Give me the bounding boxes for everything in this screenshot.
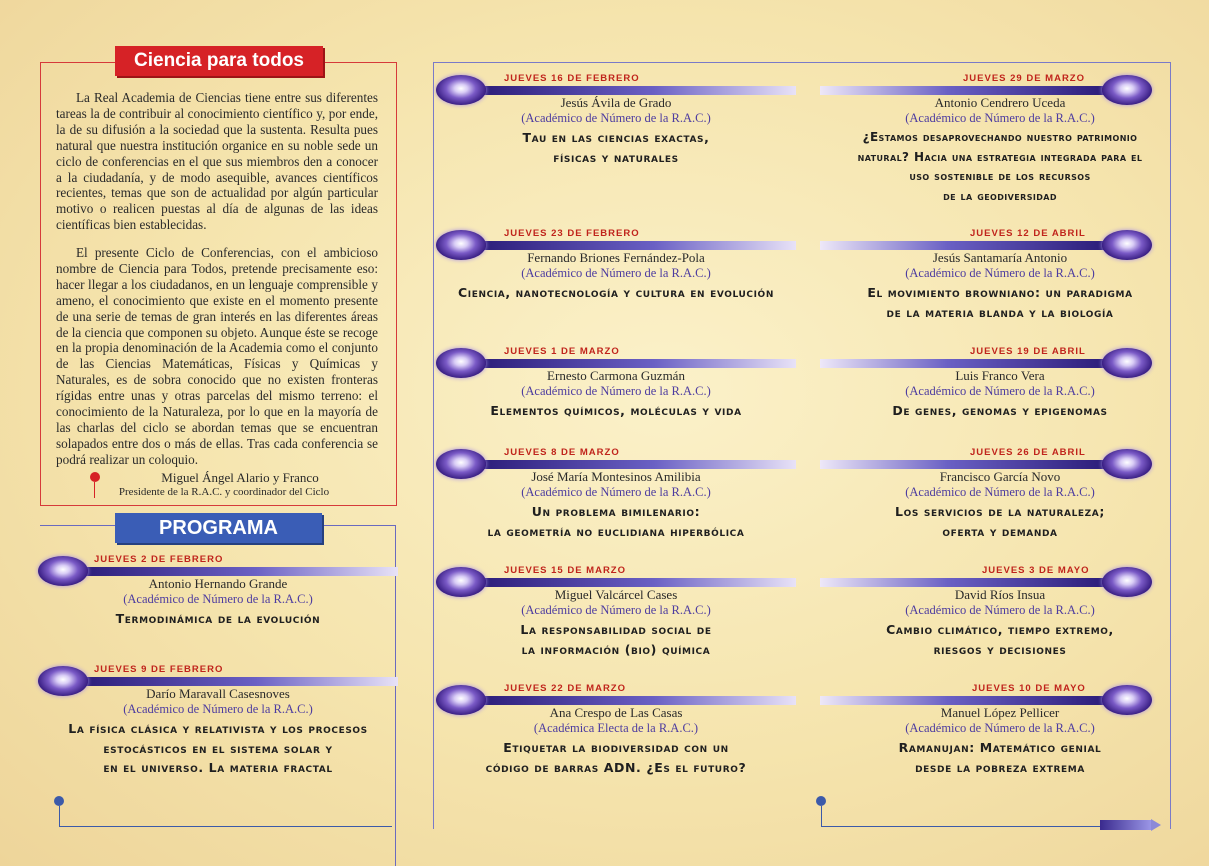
session-date: JUEVES 23 DE FEBRERO xyxy=(504,228,640,239)
session-speaker: José María Montesinos Amilibia xyxy=(531,469,701,484)
column-end-connector xyxy=(59,806,60,826)
session-title-line: De genes, genomas y epigenomas xyxy=(892,403,1108,418)
session-title-line: Los servicios de la naturaleza; xyxy=(895,504,1105,519)
session-title-line: natural? Hacia una estrategia integrada para el xyxy=(857,149,1143,164)
session-date: JUEVES 8 DE MARZO xyxy=(504,447,620,458)
session-bar xyxy=(82,567,398,576)
session-title xyxy=(820,738,1180,777)
signature-role: Presidente de la R.A.C. y coordinador del Ciclo xyxy=(118,486,330,498)
session-bar xyxy=(820,696,1104,705)
session-speaker: Ana Crespo de Las Casas xyxy=(549,705,683,720)
intro-paragraph-2: El presente Ciclo de Conferencias, con el ambicioso nombre de Ciencia para Todos, pretende precisamente eso: hacer llegar a los ciudadanos, en un lenguaje comprensible y ameno, el conocimiento que existe en el momento presente de una serie de temas de gran interés en las diferentes áreas de la ciencia que componen su objeto. Aunque éste se recoge en la propia denominación de la Academia como el conjunto de las Ciencias Matemáticas, Físicas y Químicas y Naturales, es de sobra conocido que no existen fronteras rígidas entre unas y otras parcelas del mismo terreno: el conocimiento de la Naturaleza, por lo que en la mayoría de las charlas del ciclo se abordan temas que se encuentran solapados entre dos o más de ellas. Tras cada conferencia se podrá realizar un coloquio. xyxy=(56,245,378,467)
session-title-line: Un problema bimilenario: xyxy=(531,504,701,519)
session-affiliation: (Académico de Número de la R.A.C.) xyxy=(521,485,711,499)
session-affiliation: (Académico de Número de la R.A.C.) xyxy=(521,603,711,617)
continue-arrow-bar xyxy=(1100,820,1152,830)
session-title-line: oferta y demanda xyxy=(942,523,1058,539)
session-affiliation: (Académico de Número de la R.A.C.) xyxy=(905,111,1095,125)
session-title-line: de la materia blanda y la biología xyxy=(886,304,1114,320)
intro-title: Ciencia para todos xyxy=(115,46,323,76)
session-date: JUEVES 22 DE MARZO xyxy=(504,683,626,694)
signature-connector xyxy=(94,482,95,498)
session-affiliation: (Académico de Número de la R.A.C.) xyxy=(905,603,1095,617)
session-bar xyxy=(820,86,1104,95)
session-title xyxy=(820,620,1180,659)
session-card xyxy=(820,73,1180,203)
session-title xyxy=(38,609,398,629)
column-end-bullet-icon xyxy=(54,796,64,806)
session-speaker: Miguel Valcárcel Cases xyxy=(554,587,678,602)
session-title-line: la información (bio) química xyxy=(521,641,711,657)
session-affiliation: (Académico de Número de la R.A.C.) xyxy=(905,721,1095,735)
session-title-line: La responsabilidad social de xyxy=(520,622,712,637)
session-title-line: desde la pobreza extrema xyxy=(915,759,1085,775)
session-title-line: La física clásica y relativista y los procesos xyxy=(68,721,368,736)
session-affiliation: (Académico de Número de la R.A.C.) xyxy=(521,266,711,280)
session-bar xyxy=(480,696,796,705)
session-title-line: Cambio climático, tiempo extremo, xyxy=(886,622,1114,637)
session-card xyxy=(820,447,1180,559)
session-date: JUEVES 9 DE FEBRERO xyxy=(94,664,224,675)
session-title-line: Ramanujan: Matemático genial xyxy=(898,740,1102,755)
session-card xyxy=(436,683,796,795)
session-title-line: riesgos y decisiones xyxy=(933,641,1067,657)
session-speaker: David Ríos Insua xyxy=(954,587,1046,602)
session-speaker: Antonio Cendrero Uceda xyxy=(934,95,1066,110)
session-title-line: Termodinámica de la evolución xyxy=(115,611,321,626)
session-speaker: Antonio Hernando Grande xyxy=(148,576,288,591)
session-affiliation: (Académico de Número de la R.A.C.) xyxy=(905,384,1095,398)
session-card xyxy=(820,346,1180,458)
session-speaker: Luis Franco Vera xyxy=(955,368,1045,383)
session-title xyxy=(436,128,796,167)
programa-title: PROGRAMA xyxy=(115,513,322,543)
session-card xyxy=(820,683,1180,795)
session-card xyxy=(820,228,1180,340)
session-affiliation: (Académico de Número de la R.A.C.) xyxy=(123,592,313,606)
session-date: JUEVES 3 DE MAYO xyxy=(982,565,1090,576)
session-bar xyxy=(480,460,796,469)
session-card xyxy=(436,565,796,677)
session-date: JUEVES 2 DE FEBRERO xyxy=(94,554,224,565)
session-bar xyxy=(480,86,796,95)
arrow-right-icon xyxy=(1151,819,1161,831)
session-date: JUEVES 19 DE ABRIL xyxy=(970,346,1086,357)
column-end-connector xyxy=(821,806,822,826)
session-title xyxy=(436,620,796,659)
session-date: JUEVES 16 DE FEBRERO xyxy=(504,73,640,84)
session-date: JUEVES 10 DE MAYO xyxy=(972,683,1086,694)
session-title xyxy=(820,502,1180,541)
signature-bullet-icon xyxy=(90,472,100,482)
session-title-line: Tau en las ciencias exactas, xyxy=(522,130,710,145)
session-bar xyxy=(820,241,1104,250)
session-speaker: Francisco García Novo xyxy=(939,469,1061,484)
session-title-line: Ciencia, nanotecnología y cultura en evolución xyxy=(458,285,774,300)
session-date: JUEVES 12 DE ABRIL xyxy=(970,228,1086,239)
session-title xyxy=(436,283,796,303)
session-title-line: en el universo. La materia fractal xyxy=(103,760,333,775)
session-speaker: Jesús Ávila de Grado xyxy=(560,95,672,110)
session-bar xyxy=(82,677,398,686)
session-card xyxy=(436,447,796,559)
session-date: JUEVES 26 DE ABRIL xyxy=(970,447,1086,458)
session-card xyxy=(436,346,796,458)
session-title-line: Elementos químicos, moléculas y vida xyxy=(490,403,742,418)
column-end-line xyxy=(59,826,392,827)
session-bar xyxy=(820,359,1104,368)
session-title xyxy=(820,128,1180,206)
session-title xyxy=(436,738,796,777)
session-affiliation: (Académico de Número de la R.A.C.) xyxy=(905,266,1095,280)
session-title-line: código de barras ADN. ¿Es el futuro? xyxy=(485,759,747,775)
column-end-bullet-icon xyxy=(816,796,826,806)
session-title xyxy=(436,401,796,421)
session-card xyxy=(38,554,398,666)
session-speaker: Jesús Santamaría Antonio xyxy=(932,250,1068,265)
session-affiliation: (Académico de Número de la R.A.C.) xyxy=(521,111,711,125)
session-title-line: estocásticos en el sistema solar y xyxy=(103,740,333,756)
session-title-line: Etiquetar la biodiversidad con un xyxy=(503,740,729,755)
session-title-line: la geometría no euclidiana hiperbólica xyxy=(487,523,745,539)
session-bar xyxy=(820,578,1104,587)
session-title xyxy=(436,502,796,541)
session-affiliation: (Académica Electa de la R.A.C.) xyxy=(533,721,699,735)
session-affiliation: (Académico de Número de la R.A.C.) xyxy=(123,702,313,716)
session-title-line: El movimiento browniano: un paradigma xyxy=(867,285,1133,300)
session-bar xyxy=(480,359,796,368)
session-title-line: uso sostenible de los recursos xyxy=(909,169,1091,183)
session-bar xyxy=(480,578,796,587)
session-date: JUEVES 1 DE MARZO xyxy=(504,346,620,357)
session-title xyxy=(820,283,1180,322)
signature-name: Miguel Ángel Alario y Franco xyxy=(161,470,319,485)
session-card xyxy=(820,565,1180,677)
session-bar xyxy=(820,460,1104,469)
session-speaker: Darío Maravall Casesnoves xyxy=(146,686,290,701)
session-date: JUEVES 15 DE MARZO xyxy=(504,565,626,576)
session-title-line: ¿Estamos desaprovechando nuestro patrimonio xyxy=(862,130,1138,144)
session-date: JUEVES 29 DE MARZO xyxy=(963,73,1085,84)
session-bar xyxy=(480,241,796,250)
session-affiliation: (Académico de Número de la R.A.C.) xyxy=(905,485,1095,499)
session-affiliation: (Académico de Número de la R.A.C.) xyxy=(521,384,711,398)
session-speaker: Ernesto Carmona Guzmán xyxy=(547,368,685,383)
session-title xyxy=(820,401,1180,421)
intro-paragraph-1: La Real Academia de Ciencias tiene entre sus diferentes tareas la de contribuir al conocimiento científico y, por ende, la de su difusión a la sociedad que la sustenta. Resulta pues natural que nuestra institución organice en su noble sede un ciclo de conferencias en el que sus miembros den a conocer a la ciudadanía, y de modo asequible, avances científicos recientes, temas que son de actualidad por algún particular motivo o realicen puestas al día de algunas de las ideas científicas bien establecidas. xyxy=(56,90,378,233)
session-speaker: Fernando Briones Fernández-Pola xyxy=(527,250,705,265)
session-card xyxy=(436,228,796,340)
session-title xyxy=(38,719,398,778)
session-card xyxy=(436,73,796,185)
session-card xyxy=(38,664,398,776)
session-title-line: de la geodiversidad xyxy=(943,188,1057,203)
session-speaker: Manuel López Pellicer xyxy=(940,705,1060,720)
session-title-line: físicas y naturales xyxy=(553,149,679,165)
